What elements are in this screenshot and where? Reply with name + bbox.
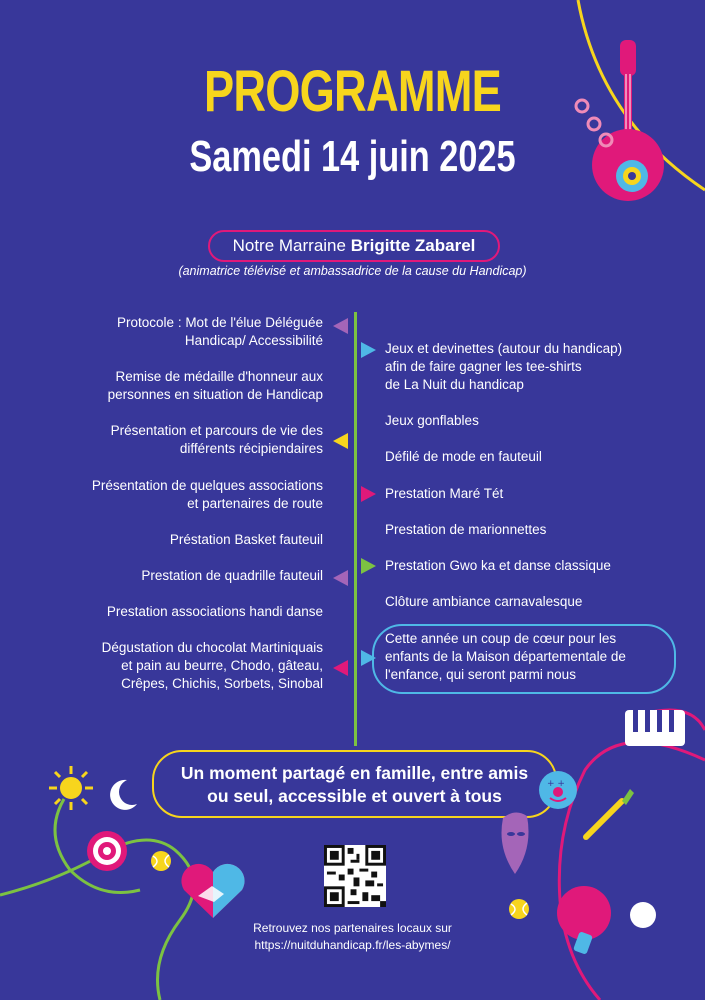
flag-arrow-icon bbox=[333, 433, 348, 449]
right-program-item: Prestation de marionnettes bbox=[385, 522, 547, 537]
partners-text: Retrouvez nos partenaires locaux sur bbox=[253, 921, 452, 935]
left-program-item: Prestation de quadrille fauteuil bbox=[141, 568, 323, 583]
left-program-item: Dégustation du chocolat Martiniquais et pain au beurre, Chodo, gâteau, Crêpes, Chichis, Sorbets, Sinobal bbox=[101, 640, 323, 691]
left-program-item: Remise de médaille d'honneur aux personnes en situation de Handicap bbox=[107, 369, 323, 402]
moment-callout: Un moment partagé en famille, entre amis ou seul, accessible et ouvert à tous bbox=[152, 750, 557, 818]
marraine-subtitle: (animatrice télévisé et ambassadrice de la cause du Handicap) bbox=[178, 264, 527, 278]
right-program-item: Jeux gonflables bbox=[385, 413, 479, 428]
right-program-item: Jeux et devinettes (autour du handicap) afin de faire gagner les tee-shirts de La Nuit du handicap bbox=[385, 341, 623, 392]
mask-icon bbox=[495, 808, 535, 878]
flag-arrow-icon bbox=[333, 660, 348, 676]
right-program-item: Clôture ambiance carnavalesque bbox=[385, 594, 583, 609]
tennis-ball-icon bbox=[508, 898, 530, 920]
flag-arrow-icon bbox=[333, 570, 348, 586]
left-program-item: Protocole : Mot de l'élue Déléguée Handicap/ Accessibilité bbox=[117, 315, 323, 348]
left-program-item: Présentation et parcours de vie des différents récipiendaires bbox=[110, 423, 323, 456]
right-program-highlight: Cette année un coup de cœur pour les enfants de la Maison départementale de l'enfance, qui seront parmi nous bbox=[385, 631, 626, 682]
svg-text:+ +: + + bbox=[547, 779, 565, 789]
marraine-prefix: Notre Marraine bbox=[232, 236, 351, 255]
partners-footer bbox=[0, 920, 705, 954]
tennis-ball-icon bbox=[150, 850, 172, 872]
qr-code-icon[interactable] bbox=[324, 845, 386, 907]
page-title: PROGRAMME bbox=[203, 59, 502, 124]
left-program-item: Prestation associations handi danse bbox=[106, 604, 323, 619]
right-program-item: Défilé de mode en fauteuil bbox=[385, 449, 542, 464]
piano-keys-icon bbox=[625, 710, 685, 746]
flag-arrow-icon bbox=[361, 486, 376, 502]
flag-arrow-icon bbox=[361, 650, 376, 666]
target-icon bbox=[86, 830, 128, 872]
left-program-item: Présentation de quelques associations et partenaires de route bbox=[91, 478, 323, 511]
flag-arrow-icon bbox=[361, 558, 376, 574]
marraine-badge bbox=[208, 230, 500, 262]
timeline-line bbox=[354, 312, 357, 746]
partners-link[interactable]: https://nuitduhandicap.fr/les-abymes/ bbox=[254, 938, 451, 952]
right-program-item: Prestation Gwo ka et danse classique bbox=[385, 558, 611, 573]
sun-icon bbox=[48, 765, 94, 811]
left-program-item: Préstation Basket fauteuil bbox=[169, 532, 323, 547]
paintbrush-icon bbox=[578, 785, 638, 845]
marraine-name: Brigitte Zabarel bbox=[350, 236, 476, 255]
event-date: Samedi 14 juin 2025 bbox=[189, 132, 516, 181]
flag-arrow-icon bbox=[333, 318, 348, 334]
right-program-item: Prestation Maré Tét bbox=[385, 486, 504, 501]
handshake-heart-icon bbox=[178, 860, 248, 920]
flag-arrow-icon bbox=[361, 342, 376, 358]
clown-icon bbox=[538, 770, 578, 810]
moon-icon bbox=[105, 778, 139, 812]
